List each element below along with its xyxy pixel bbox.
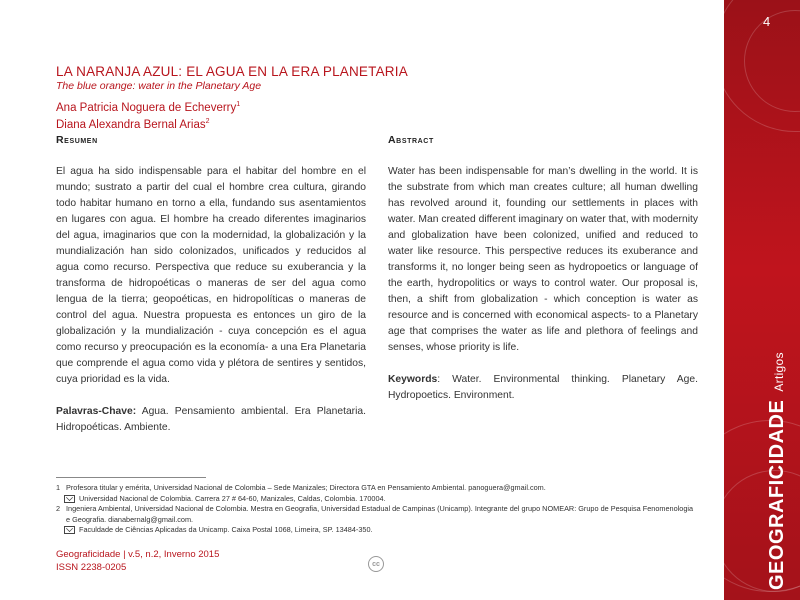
abstract-heading: Abstract xyxy=(388,134,434,146)
resumen-body: El agua ha sido indispensable para el habitar del hombre en el mundo; sustrato a partir del cual el hombre crea cultura, girando todo habitar humano en torno a ella, fundando sus asentamientos en lugares con agua. El hombre ha creado diferentes imaginarios del agua, imaginarios que con la modernidad, la globalización y la mundialización han sido colonizados, unificados y reducidos al agua como recurso. Perspectiva que reduce su exuberancia y la transforma de hidropoéticas o maneras de ser del agua como lengua de la tierra; geopoéticas, en hidropolíticas o maneras de control del agua. Nuestra propuesta es entonces un giro de la globalización y la mundialización - cuya concepción es el agua como recurso y preocupación es la economía- a una Era Planetaria que comprende el agua como vida y plétora de sentires y sentidos, cuya prioridad es la vida. xyxy=(56,166,366,385)
footnote-address: Faculdade de Ciências Aplicadas da Unicamp. Caixa Postal 1068, Limeira, SP. 13484-350. xyxy=(56,525,696,536)
footnote: 1 Profesora titular y emérita, Universidad Nacional de Colombia – Sede Manizales; Directora GTA en Pensamiento Ambiental. panoguera@gmail.com. xyxy=(56,483,546,492)
journal-name: GEOGRAFICIDADE xyxy=(766,399,788,590)
article-subtitle: The blue orange: water in the Planetary Age xyxy=(56,80,262,92)
footnote-address: Universidad Nacional de Colombia. Carrera 27 # 64-60, Manizales, Caldas, Colombia. 170004. xyxy=(56,494,696,505)
journal-name-vertical xyxy=(766,352,790,590)
page-number: 4 xyxy=(763,14,771,29)
envelope-icon xyxy=(64,495,75,503)
journal-section: Artigos xyxy=(772,352,786,392)
author: Diana Alexandra Bernal Arias$^2$ xyxy=(56,117,210,131)
resumen-heading: Resumen xyxy=(56,134,98,146)
article-header xyxy=(56,64,696,132)
footnote: 2 Ingeniera Ambiental, Universidad Nacional de Colombia. Mestra en Geografia, Universidad Estadual de Campinas (Unicamp). Integrante del grupo NOMEAR: Grupo de Pesquisa Fenomenologia e Geografia. dianabernalg@gmail.com. xyxy=(56,504,694,524)
envelope-icon xyxy=(64,526,75,534)
journal-citation: Geograficidade | v.5, n.2, Inverno 2015 xyxy=(56,549,220,560)
author: Ana Patricia Noguera de Echeverry$^1$ xyxy=(56,101,241,114)
resumen-keywords: Palavras-Chave: Agua. Pensamiento ambiental. Era Planetaria. Hidropoéticas. Ambiente. xyxy=(56,406,366,433)
article-title: LA NARANJA AZUL: EL AGUA EN LA ERA PLANETARIA xyxy=(56,64,408,79)
page-footer xyxy=(56,548,219,574)
footnote-divider xyxy=(56,477,206,478)
creative-commons-icon[interactable]: cc xyxy=(368,556,384,572)
author-list xyxy=(56,98,696,132)
resumen-column xyxy=(56,132,366,436)
abstract-column xyxy=(388,132,698,404)
abstract-body: Water has been indispensable for man’s dwelling in the world. It is the substrate from which man creates culture; all human dwelling has revolved around it, founding our settlements in places with water. Man created different imaginary on water that, with modernity and globalization have been colonized, unified and reduced to water like resource. This perspective reduces its exuberance and transforms it, no longer being seen as hydropoetics or language of the earth, hydropolitics or ways to control water. Our proposal is, then, a shift from globalization - which conception is water as resource and is concerned with economical aspects- to a Planetary age that comprises the water as life and plethora of feelings and senses, whose priority is life. xyxy=(388,166,698,353)
footnotes xyxy=(56,483,696,536)
issn: ISSN 2238-0205 xyxy=(56,562,127,573)
abstract-keywords: Keywords: Water. Environmental thinking. Planetary Age. Hydropoetics. Environment. xyxy=(388,374,698,401)
